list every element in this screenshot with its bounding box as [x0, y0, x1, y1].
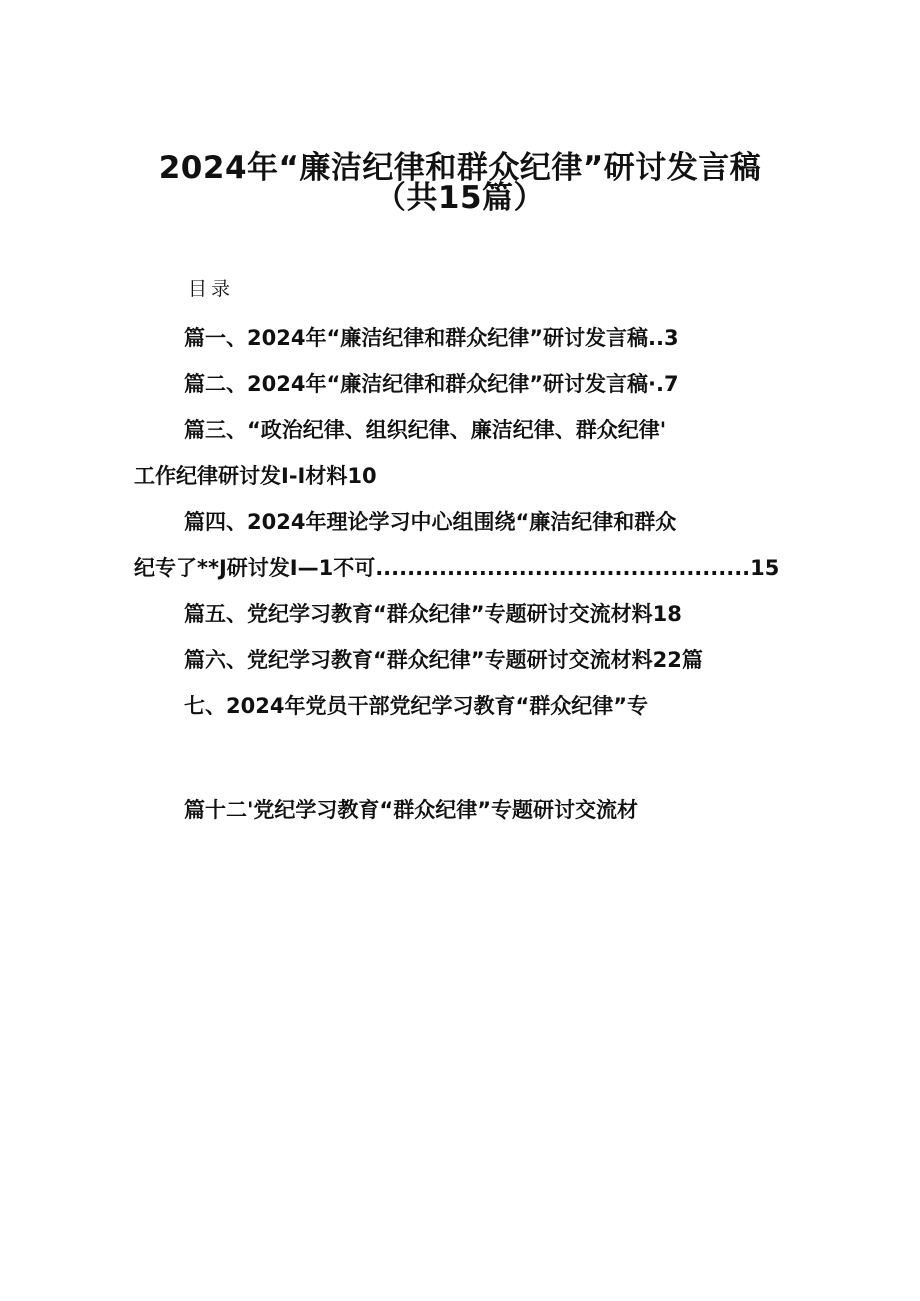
toc-entry-4[interactable]: 篇四、2024年理论学习中心组围绕“廉洁纪律和群众	[184, 510, 677, 534]
document-title: 2024年“廉洁纪律和群众纪律”研讨发言稿	[158, 150, 762, 186]
toc-entry-3-continued[interactable]: 工作纪律研讨发I-I材料10	[134, 464, 377, 488]
toc-entry-5[interactable]: 篇五、党纪学习教育“群众纪律”专题研讨交流材料18	[184, 602, 682, 626]
toc-entry-12[interactable]: 篇十二'党纪学习教育“群众纪律”专题研讨交流材	[184, 798, 639, 822]
document-subtitle-count: （共15篇）	[374, 180, 546, 216]
toc-entry-2[interactable]: 篇二、2024年“廉洁纪律和群众纪律”研讨发言稿·.7	[184, 372, 679, 396]
toc-entry-7[interactable]: 七、2024年党员干部党纪学习教育“群众纪律”专	[184, 694, 649, 718]
toc-entry-4-continued[interactable]: 纪专了**J研讨发I—1不可...............................................15	[134, 556, 780, 580]
toc-heading: 目录	[188, 278, 235, 300]
toc-entry-1[interactable]: 篇一、2024年“廉洁纪律和群众纪律”研讨发言稿..3	[184, 326, 679, 350]
toc-entry-6[interactable]: 篇六、党纪学习教育“群众纪律”专题研讨交流材料22篇	[184, 648, 703, 672]
toc-entry-3[interactable]: 篇三、“政治纪律、组织纪律、廉洁纪律、群众纪律'	[184, 418, 667, 442]
